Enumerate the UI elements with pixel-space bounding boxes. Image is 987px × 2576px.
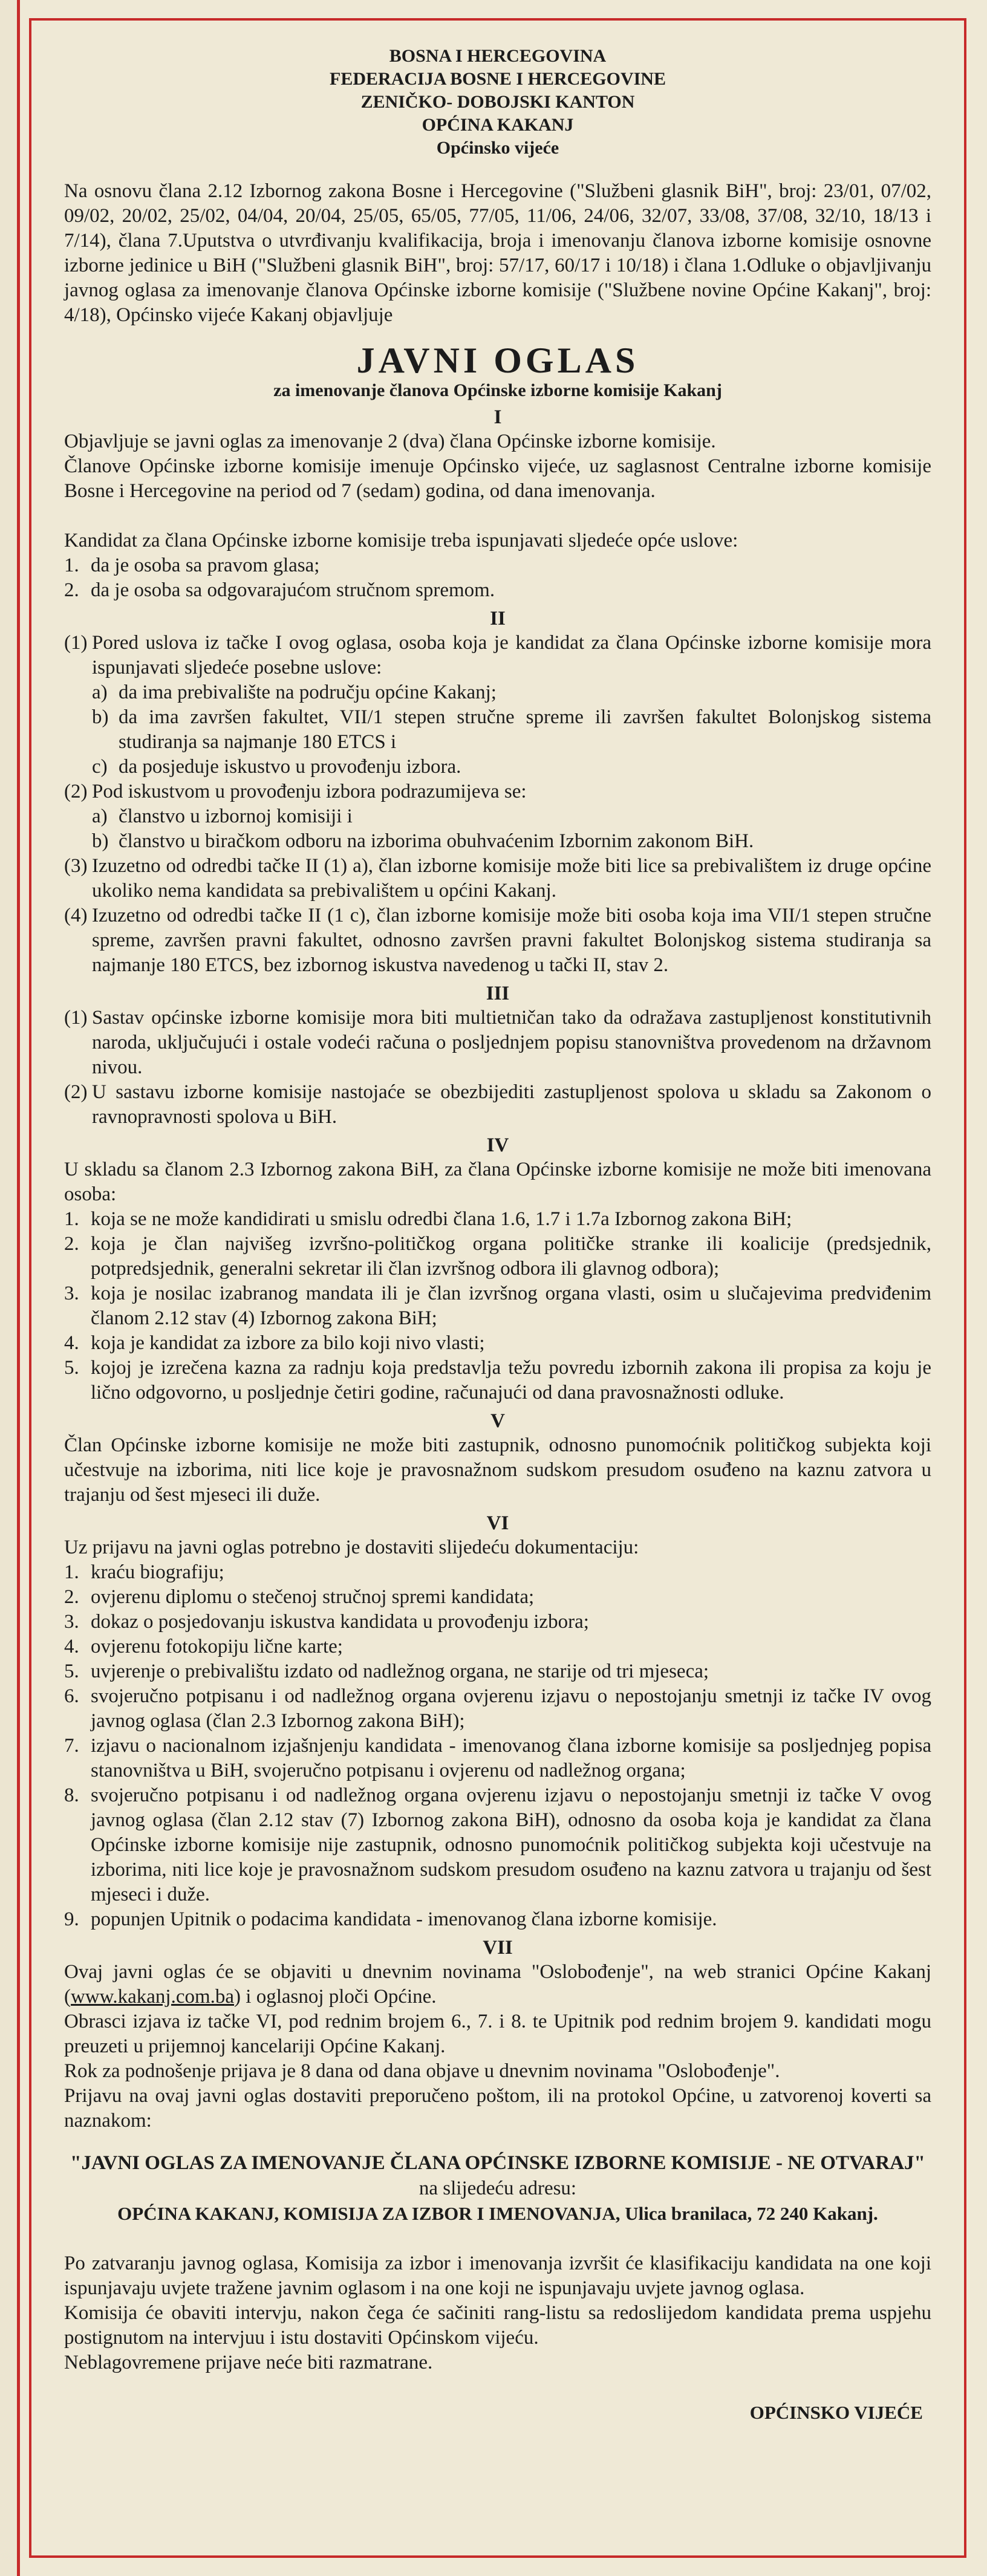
header-federation: FEDERACIJA BOSNE I HERCEGOVINE (330, 69, 666, 89)
list-item: (1) Sastav općinske izborne komisije mora biti multietničan tako da odražava zastupljenost konstitutivnih naroda, uključujući i ostale vodeći računa o posljednjem popisu stanovništva provedenom na državnom nivou. (64, 1007, 931, 1078)
section-heading-1: I (493, 406, 502, 428)
notice-subtitle: za imenovanje članova Općinske izborne komisije Kakanj (273, 380, 722, 400)
left-page-border (0, 0, 20, 2576)
list-item: 8. svojeručno potpisanu i od nadležnog organa ovjerenu izjavu o nepostojanju smetnji iz tačke V ovog javnog oglasa (član 2.12 stav (7) Izbornog zakona BiH), odnosno da osoba koja je kandidat za člana Općinske izborne komisije nije zastupnik, odnosno punomoćnik političkog subjekta koji učestvuje na izborima, niti lice koje je pravosnažnom sudskom presudom osuđeno na kaznu zatvora u trajanju od šest mjeseci i duže. (64, 1784, 931, 1905)
section-heading-2: II (490, 608, 506, 629)
list-item: 5. kojoj je izrečena kazna za radnju koja predstavlja težu povredu izbornih zakona ili propisa za koju je lično odgovorno, u posljednje četiri godine, računajući od dana pravosnažnosti odluke. (64, 1357, 931, 1403)
issuer-header (64, 45, 931, 160)
list-item: 3. dokaz o posjedovanju iskustva kandidata u provođenju izbora; (64, 1611, 589, 1633)
header-canton: ZENIČKO- DOBOJSKI KANTON (360, 92, 635, 112)
header-country: BOSNA I HERCEGOVINA (389, 46, 607, 66)
list-item: 9. popunjen Upitnik o podacima kandidata - imenovanog člana izborne komisije. (64, 1908, 717, 1930)
list-item: (4) Izuzetno od odredbi tačke II (1 c), član izborne komisije može biti osoba koja ima VII/1 stepen stručne spreme, završen pravni fakultet, odnosno završen pravni fakultet Bolonjskog sistema studiranja sa najmanje 180 ETCS, bez izbornog iskustva navedenog u tački II, stav 2. (64, 905, 931, 976)
section-7-paragraph: Komisija će obaviti intervju, nakon čega će sačiniti rang-listu sa redoslijedom kandidata prema uspjehu postignutom na intervjuu i istu dostaviti Općinskom vijeću. (64, 2302, 931, 2349)
section-heading-6: VI (486, 1512, 509, 1534)
list-item: (3) Izuzetno od odredbi tačke II (1) a), član izborne komisije može biti lice sa prebivalištem iz druge općine ukoliko nema kandidata sa prebivalištem u općini Kakanj. (64, 855, 931, 902)
list-item: a) članstvo u izbornoj komisiji i (92, 805, 353, 827)
mailing-address: OPĆINA KAKANJ, KOMISIJA ZA IZBOR I IMENOVANJA, Ulica branilaca, 72 240 Kakanj. (117, 2203, 878, 2224)
list-item: 2. ovjerenu diplomu o stečenoj stručnoj spremi kandidata; (64, 1586, 535, 1608)
list-item: b) da ima završen fakultet, VII/1 stepen stručne spreme ili završen fakultet Bolonjskog sistema studiranja sa najmanje 180 ETCS i (92, 706, 931, 753)
section-7-paragraph: Obrasci izjava iz tačke VI, pod rednim brojem 6., 7. i 8. te Upitnik pod rednim brojem 9. kandidati mogu preuzeti u prijemnoj kancelariji Općine Kakanj. (64, 2011, 931, 2057)
list-item: 1. kraću biografiju; (64, 1561, 224, 1583)
section-7-paragraph: Rok za podnošenje prijava je 8 dana od dana objave u dnevnim novinama "Oslobođenje". (64, 2060, 780, 2082)
list-item: c) da posjeduje iskustvo u provođenju izbora. (92, 756, 461, 778)
section-6-paragraph: Uz prijavu na javni oglas potrebno je dostaviti slijedeću dokumentaciju: (64, 1537, 639, 1558)
list-item: a) da ima prebivalište na području općine Kakanj; (92, 681, 497, 703)
list-item: 3. koja je nosilac izabranog mandata ili je član izvršnog organa vlasti, osim u slučajevima predviđenim članom 2.12 stav (4) Izbornog zakona BiH; (64, 1283, 931, 1329)
section-7-paragraph: Po zatvaranju javnog oglasa, Komisija za izbor i imenovanja izvršit će klasifikaciju kandidata na one koji ispunjavaju uvjete tražene javnim oglasom i na one koji ne ispunjavaju uvjete javnog oglasa. (64, 2252, 931, 2299)
section-heading-5: V (490, 1410, 505, 1432)
section-7-paragraph: Neblagovremene prijave neće biti razmatrane. (64, 2352, 433, 2373)
list-item: 4. koja je kandidat za izbore za bilo koji nivo vlasti; (64, 1332, 485, 1354)
section-7-paragraph: Prijavu na ovaj javni oglas dostaviti preporučeno poštom, ili na protokol Općine, u zatvorenoj koverti sa naznakom: (64, 2085, 931, 2132)
list-item: 2. koja je član najvišeg izvršno-političkog organa političke stranke ili koalicije (predsjednik, potpredsjednik, generalni sekretar ili član izvršnog odbora ili glavnog odbora); (64, 1233, 931, 1280)
list-item: 5. uvjerenje o prebivalištu izdato od nadležnog organa, ne starije od tri mjeseca; (64, 1660, 709, 1682)
list-item: b) članstvo u biračkom odboru na izborima obuhvaćenim Izbornim zakonom BiH. (92, 830, 754, 852)
section-1-paragraph: Kandidat za člana Općinske izborne komisije treba ispunjavati sljedeće opće uslove: (64, 530, 738, 551)
section-5-paragraph: Član Općinske izborne komisije ne može biti zastupnik, odnosno punomoćnik političkog subjekta koji učestvuje na izborima, niti lice koje je pravosnažnom sudskom presudom osuđeno na kaznu zatvora u trajanju od šest mjeseci ili duže. (64, 1434, 931, 1506)
list-item: 1. da je osoba sa pravom glasa; (64, 555, 320, 576)
section-heading-4: IV (486, 1134, 509, 1156)
section-7-paragraph: Ovaj javni oglas će se objaviti u dnevnim novinama "Oslobođenje", na web stranici Općine Kakanj (www.kakanj.com.ba) i oglasnoj ploči Općine. (64, 1961, 931, 2008)
list-item: 6. svojeručno potpisanu i od nadležnog organa ovjerenu izjavu o nepostojanju smetnji iz tačke IV ovog javnog oglasa (član 2.3 Izbornog zakona BiH); (64, 1685, 931, 1732)
section-1-paragraph: Članove Općinske izborne komisije imenuje Općinsko vijeće, uz saglasnost Centralne izborne komisije Bosne i Hercegovine na period od 7 (sedam) godina, od dana imenovanja. (64, 455, 931, 502)
list-item: 1. koja se ne može kandidirati u smislu odredbi člana 1.6, 1.7 i 1.7a Izbornog zakona BiH; (64, 1208, 792, 1230)
header-council: Općinsko vijeće (436, 138, 559, 158)
section-heading-3: III (486, 983, 510, 1004)
list-item: 2. da je osoba sa odgovarajućom stručnom spremom. (64, 579, 495, 601)
notice-title: JAVNI OGLAS (356, 340, 639, 380)
list-item: (1) Pored uslova iz tačke I ovog oglasa, osoba koja je kandidat za člana Općinske izborne komisije mora ispunjavati sljedeće posebne uslove: (64, 632, 931, 678)
public-notice (29, 18, 966, 2558)
list-item: (2) U sastavu izborne komisije nastojaće se obezbijediti zastupljenost spolova u skladu sa Zakonom o ravnopravnosti spolova u BiH. (64, 1081, 931, 1128)
list-item: 4. ovjerenu fotokopiju lične karte; (64, 1636, 343, 1657)
header-municipality: OPĆINA KAKANJ (422, 115, 574, 135)
section-1-paragraph: Objavljuje se javni oglas za imenovanje 2 (dva) člana Općinske izborne komisije. (64, 431, 716, 452)
section-heading-7: VII (483, 1937, 513, 1959)
intro-paragraph: Na osnovu člana 2.12 Izbornog zakona Bosne i Hercegovine ("Službeni glasnik BiH", broj: 23/01, 07/02, 09/02, 20/02, 25/02, 04/04, 20/04, 25/05, 65/05, 77/05, 11/06, 24/06, 32/07, 33/08, 37/08, 32/10, 18/13 i 7/14), člana 7.Uputstva o utvrđivanju kvalifikacija, broja i imenovanju članova izborne komisije osnovne izborne jedinice u BiH ("Službeni glasnik BiH", broj: 57/17, 60/17 i 10/18) i člana 1.Odluke o objavljivanju javnog oglasa za imenovanje članova Općinske izborne komisije ("Službene novine Općine Kakanj", broj: 4/18), Općinsko vijeće Kakanj objavljuje (64, 180, 931, 326)
list-item: (2) Pod iskustvom u provođenju izbora podrazumijeva se: (64, 781, 527, 802)
envelope-marking: "JAVNI OGLAS ZA IMENOVANJE ČLANA OPĆINSKE IZBORNE KOMISIJE - NE OTVARAJ" na slijedeću adresu: (70, 2152, 925, 2199)
signature: OPĆINSKO VIJEĆE (749, 2402, 923, 2423)
list-item: 7. izjavu o nacionalnom izjašnjenju kandidata - imenovanog člana izborne komisije sa posljednjeg popisa stanovništva u BiH, svojeručno potpisanu i ovjerenu od nadležnog organa; (64, 1735, 931, 1781)
municipality-website-link[interactable]: www.kakanj.com.ba (71, 1986, 235, 2008)
section-4-paragraph: U skladu sa članom 2.3 Izbornog zakona BiH, za člana Općinske izborne komisije ne može biti imenovana osoba: (64, 1159, 931, 1205)
